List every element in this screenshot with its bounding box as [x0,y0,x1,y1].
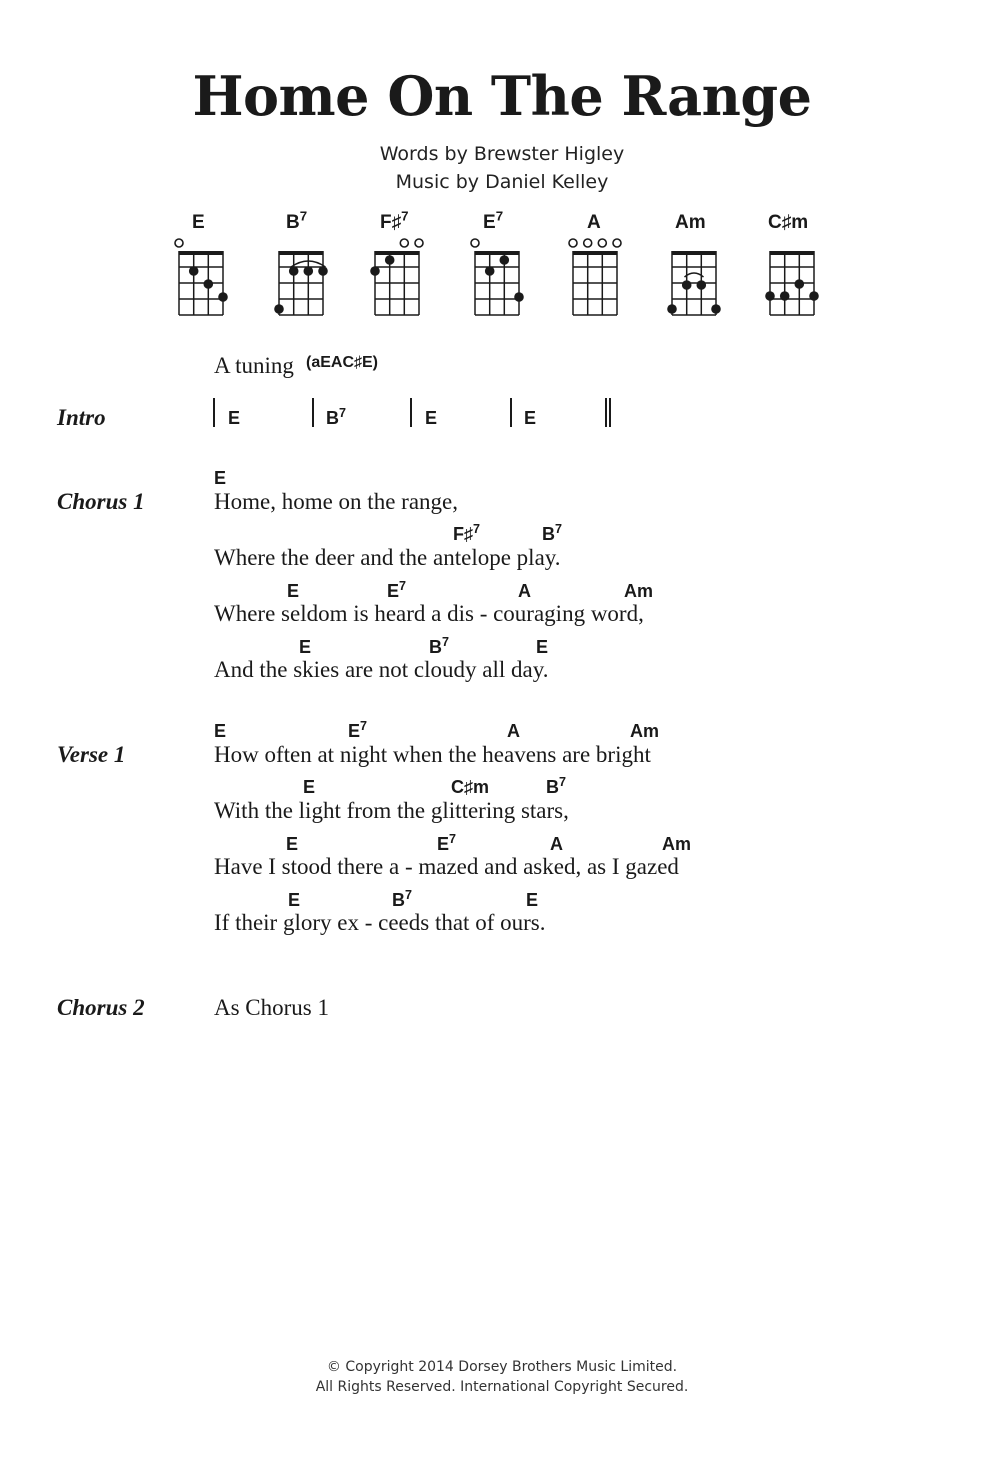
chord-symbol: E [214,721,227,741]
chorus2-instruction: As Chorus 1 [214,995,330,1020]
chord-symbol: E [214,468,227,488]
lyric-line: How often at night when the heavens are bright [214,742,651,767]
diagram-name-e7: $E^7$ [483,208,504,233]
chord-symbol: $B^7$ [392,888,413,910]
lyric-line: With the light from the glittering stars, [214,798,569,823]
copyright-line-1: © Copyright 2014 Dorsey Brothers Music Limited. [326,1359,678,1375]
chord-diagram-am [663,236,725,320]
final-barline [609,398,611,427]
intro-bar-chord: E [228,408,241,428]
chord-diagram-fsharp7 [366,236,428,320]
chord-symbol: F♯$^7$ [453,522,481,544]
chord-symbol: $B^7$ [429,635,450,657]
diagram-name-am: Am [675,212,706,233]
chord-diagram-e7 [466,236,528,320]
barline [410,398,412,427]
final-barline [605,398,607,427]
tuning-label: A tuning [214,353,294,378]
diagram-name-b7: $B^7$ [286,208,308,233]
chord-diagram-e [170,236,232,320]
chord-symbol: A [518,581,531,601]
barline [312,398,314,427]
section-label-chorus2: Chorus 2 [57,995,145,1020]
lyric-line: Where the deer and the antelope play. [214,545,561,570]
chord-symbol: $B^7$ [542,522,563,544]
lyric-line: If their glory ex - ceeds that of ours. [214,910,546,935]
chord-symbol: A [507,721,520,741]
section-label-intro: Intro [57,405,106,430]
chord-diagram-a [564,236,626,320]
lyric-line: Where seldom is heard a dis - couraging word, [214,601,644,626]
intro-bar-chord: $B^7$ [326,406,347,428]
copyright-line-2: All Rights Reserved. International Copyright Secured. [315,1379,689,1395]
chord-symbol: E [303,777,316,797]
lyric-line: And the skies are not cloudy all day. [214,657,549,682]
chord-symbol: Am [662,834,692,854]
chord-symbol: C♯m [451,777,490,797]
chord-symbol: E [287,581,300,601]
chord-symbol: E [286,834,299,854]
composer-credit: Music by Daniel Kelley [395,171,609,193]
chord-symbol: Am [630,721,660,741]
diagram-name-csharpm: C♯m [768,212,809,233]
song-title: Home On The Range [192,64,812,128]
chord-symbol: E [526,890,539,910]
intro-bar-chord: E [425,408,438,428]
intro-bar-chord: E [524,408,537,428]
diagram-name-a: A [587,212,601,233]
section-label-verse1: Verse 1 [57,742,126,767]
chord-diagram-csharpm [761,236,823,320]
diagram-name-e: E [192,212,205,233]
lyricist-credit: Words by Brewster Higley [379,143,625,165]
chord-symbol: A [550,834,563,854]
chord-symbol: E [536,637,549,657]
lyric-line: Have I stood there a - mazed and asked, as I gazed [214,854,679,879]
copyright-notice [0,1357,1004,1397]
chord-symbol: E [299,637,312,657]
chord-diagram-b7 [270,236,332,320]
lyric-line: Home, home on the range, [214,489,458,514]
chord-symbol: Am [624,581,654,601]
barline [510,398,512,427]
chord-symbol: $E^7$ [437,832,457,854]
section-label-chorus1: Chorus 1 [57,489,145,514]
chord-symbol: E [288,890,301,910]
chord-symbol: $B^7$ [546,775,567,797]
diagram-name-fsharp7: F♯$^7$ [380,208,409,233]
barline [213,398,215,427]
chord-symbol: $E^7$ [348,719,368,741]
chord-symbol: $E^7$ [387,579,407,601]
tuning-notes: (aEAC♯E) [306,354,379,371]
